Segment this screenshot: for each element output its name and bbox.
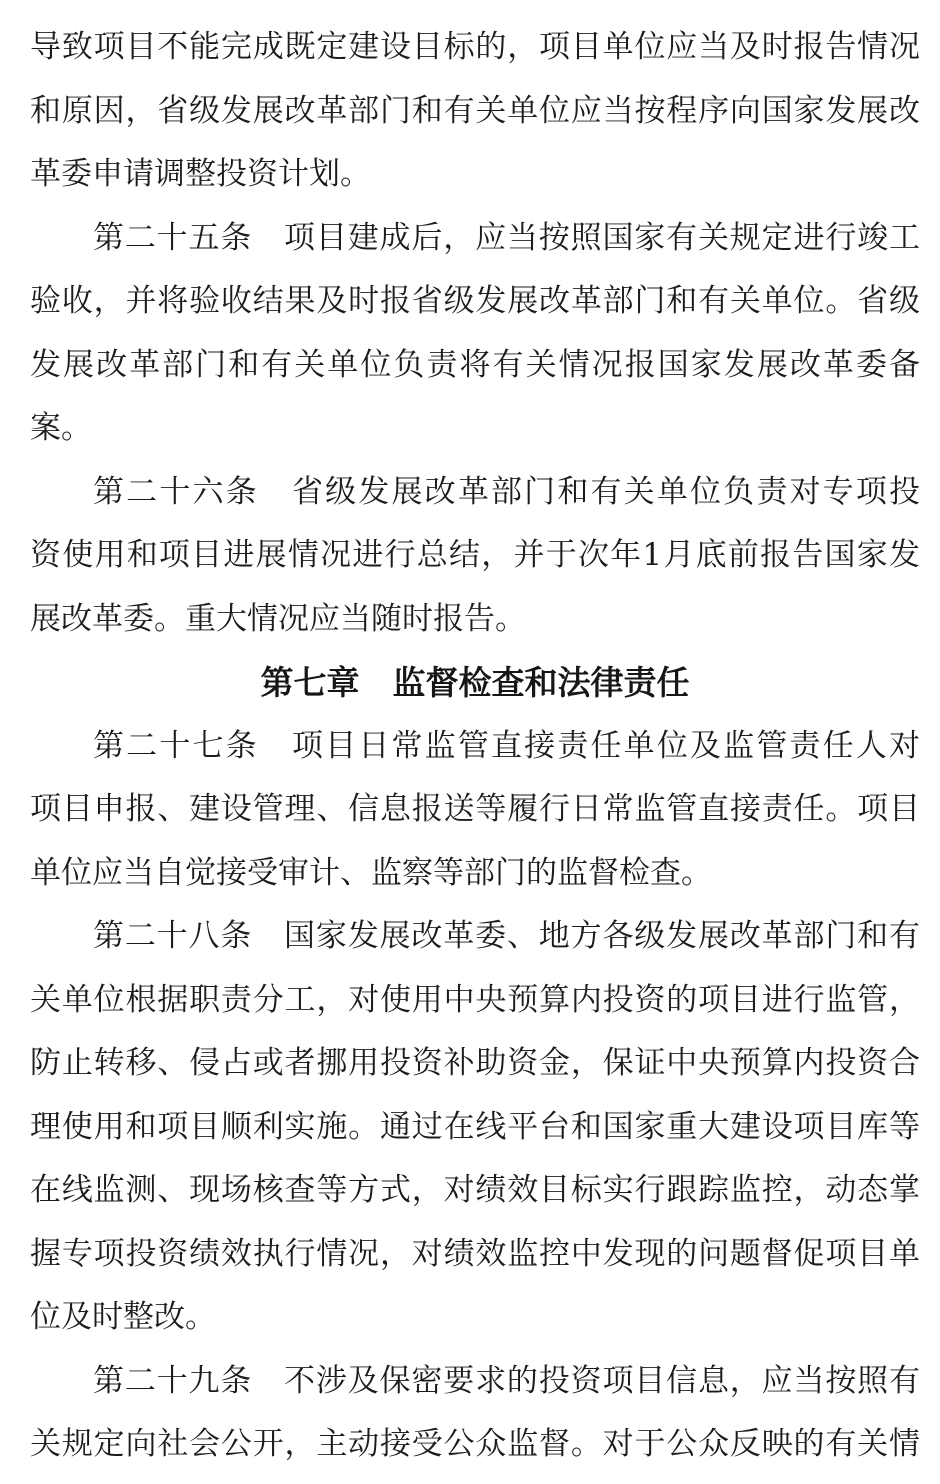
text-line: 导致项目不能完成既定建设目标的，项目单位应当及时报告情况 <box>30 29 920 65</box>
text-line: 验收，并将验收结果及时报省级发展改革部门和有关单位。省级 <box>30 283 920 319</box>
text-line: 资使用和项目进展情况进行总结，并于次年1月底前报告国家发 <box>30 537 920 573</box>
continuation-paragraph <box>30 16 920 207</box>
article-25-paragraph <box>30 207 920 461</box>
chapter-heading: 第七章 监督检查和法律责任 <box>260 663 690 702</box>
text-line: 发展改革部门和有关单位负责将有关情况报国家发展改革委备 <box>30 346 920 383</box>
text-line: 理使用和项目顺利实施。通过在线平台和国家重大建设项目库等 <box>30 1108 920 1145</box>
text-line: 第二十九条 不涉及保密要求的投资项目信息，应当按照有 <box>93 1362 920 1399</box>
text-line: 在线监测、现场核查等方式，对绩效目标实行跟踪监控，动态掌 <box>30 1172 920 1208</box>
article-28-paragraph <box>30 905 920 1350</box>
article-26-paragraph <box>30 461 920 652</box>
text-line: 展改革委。重大情况应当随时报告。 <box>30 600 526 637</box>
text-line: 关单位根据职责分工，对使用中央预算内投资的项目进行监管， <box>30 981 920 1018</box>
text-line: 案。 <box>30 410 92 446</box>
text-line: 防止转移、侵占或者挪用投资补助资金，保证中央预算内投资合 <box>30 1045 920 1081</box>
text-line: 第二十八条 国家发展改革委、地方各级发展改革部门和有 <box>93 918 920 954</box>
text-line: 第二十五条 项目建成后，应当按照国家有关规定进行竣工 <box>93 219 920 256</box>
text-line: 单位应当自觉接受审计、监察等部门的监督检查。 <box>30 854 712 891</box>
text-line: 位及时整改。 <box>30 1299 216 1335</box>
text-line: 革委申请调整投资计划。 <box>30 156 371 192</box>
text-line: 第二十六条 省级发展改革部门和有关单位负责对专项投 <box>93 473 920 510</box>
text-line: 第二十七条 项目日常监管直接责任单位及监管责任人对 <box>93 727 920 764</box>
text-line: 握专项投资绩效执行情况，对绩效监控中发现的问题督促项目单 <box>30 1235 920 1272</box>
text-line: 项目申报、建设管理、信息报送等履行日常监管直接责任。项目 <box>30 791 920 827</box>
text-line: 关规定向社会公开，主动接受公众监督。对于公众反映的有关情 <box>30 1426 920 1462</box>
text-line: 和原因，省级发展改革部门和有关单位应当按程序向国家发展改 <box>30 92 920 129</box>
article-29-paragraph <box>30 1350 920 1477</box>
article-27-paragraph <box>30 715 920 906</box>
